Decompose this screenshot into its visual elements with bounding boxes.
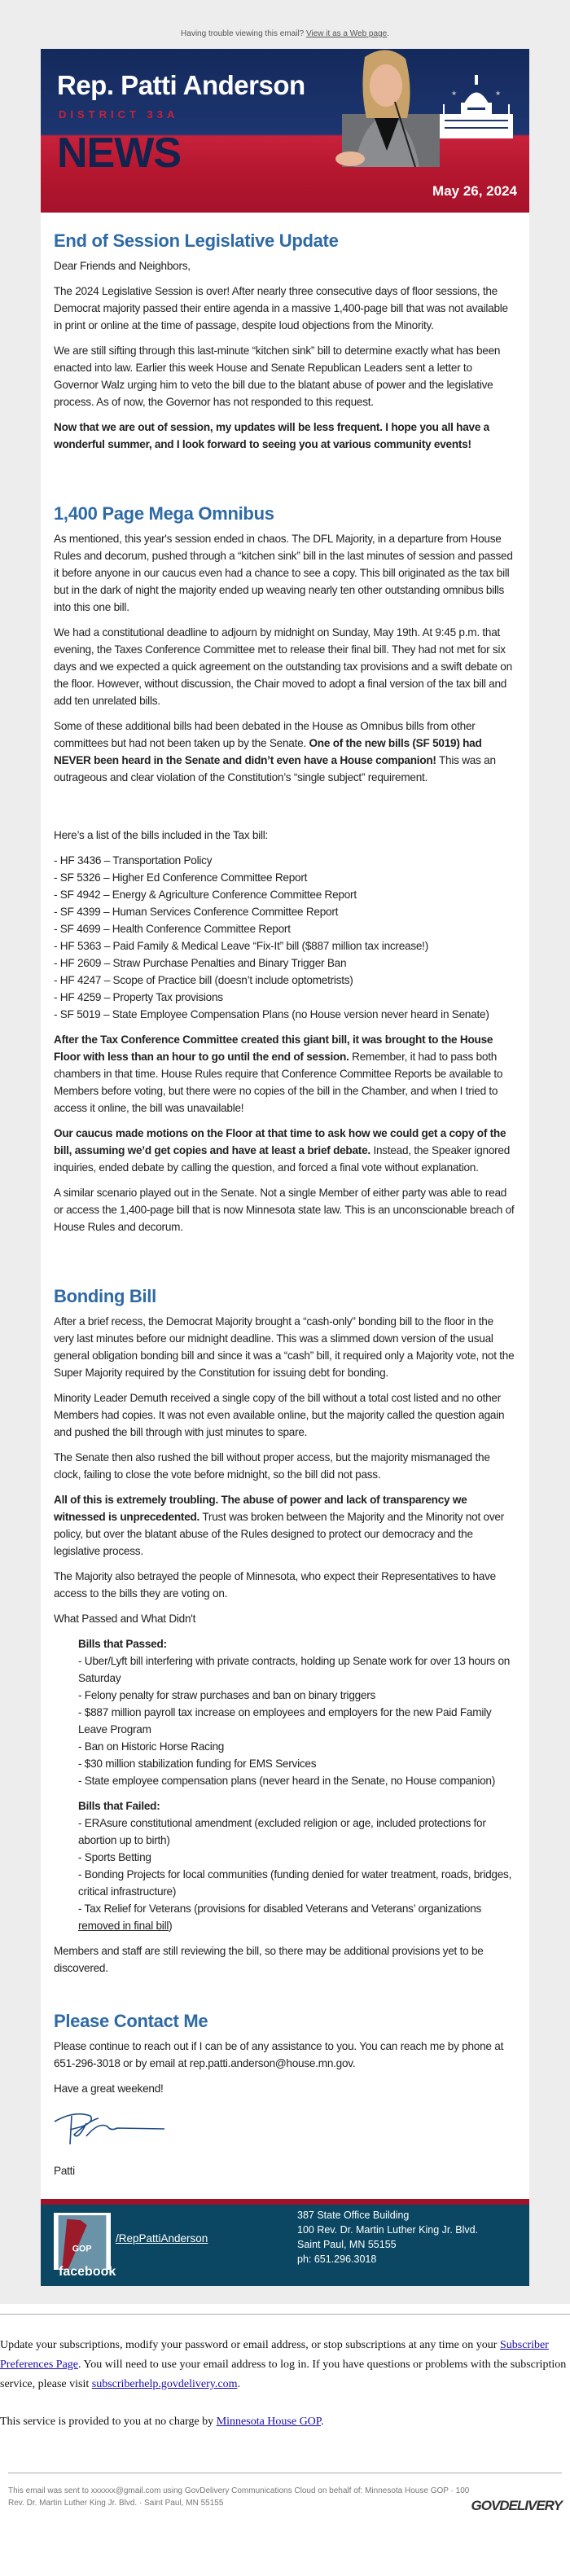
paragraph: We are still sifting through this last-minute “kitchen sink” bill to determine exactly what has been enacted into law. Earlier this week House and Senate Republican Leaders sent a letter to Governor Walz urging him to veto the bill due to the blatant abuse of power and the legislative process. As of now, the Governor has not responded to this request.	[54, 344, 501, 408]
section-title: Bonding Bill	[54, 1286, 156, 1306]
paragraph: Our caucus made motions on the Floor at that time to ask how we could get a copy of the bill, assuming we’d get copies and have at least a brief debate. Instead, the Speaker ignored inquiries, ended debate by calling the question, and forced a final vote without explanation.	[54, 1127, 511, 1174]
bill-list	[54, 852, 516, 1023]
list-item: - Uber/Lyft bill interfering with private contracts, holding up Senate work for over 13 hours on Saturday	[78, 1655, 511, 1684]
svg-text:GOP: GOP	[72, 2244, 92, 2254]
paragraph: The 2024 Legislative Session is over! After nearly three consecutive days of floor sessions, the Democrat majority passed their entire agenda in a massive 1,400-page bill that was not available in print or online at the time of passage, despite loud objections from the Minority.	[54, 285, 508, 331]
list-item: - HF 4259 – Property Tax provisions	[54, 991, 223, 1003]
facebook-label: facebook	[59, 2265, 116, 2279]
list-item: - Ban on Historic Horse Racing	[78, 1740, 225, 1753]
list-item: - HF 2609 – Straw Purchase Penalties and Binary Trigger Ban	[54, 957, 347, 969]
news-label: NEWS	[57, 129, 181, 177]
list-item: - State employee compensation plans (never heard in the Senate, no House companion)	[78, 1775, 495, 1787]
paragraph: What Passed and What Didn't	[54, 1613, 196, 1625]
subscriber-preferences-link[interactable]: Subscriber Preferences Page	[0, 2339, 549, 2371]
capitol-icon	[438, 73, 515, 138]
web-page-link[interactable]: View it as a Web page	[306, 29, 388, 38]
delivery-footer	[8, 2473, 562, 2532]
list-item: - SF 5019 – State Employee Compensation Plans (no House version never heard in Senate)	[54, 1008, 489, 1020]
sent-to-notice: This email was sent to xxxxxx@gmail.com using GovDelivery Communications Cloud on behalf of: Minnesota House GOP · 100 Rev. Dr. Martin Luther King Jr. Blvd. · Saint Paul, MN 55155	[8, 2486, 470, 2508]
list-item: - HF 5363 – Paid Family & Medical Leave “Fix-It” bill ($887 million tax increase!)	[54, 940, 428, 952]
paragraph: Have a great weekend!	[54, 2082, 164, 2095]
paragraph: We had a constitutional deadline to adjourn by midnight on Sunday, May 19th. At 9:45 p.m. that evening, the Taxes Conference Committee met to release their final bill. They had not met for six days and we expected a quick agreement on the outstanding tax provisions and a swift debate on the floor. However, without discussion, the Chair moved to adopt a final version of the tax bill and add ten unrelated bills.	[54, 626, 512, 707]
list-intro: Here’s a list of the bills included in the Tax bill:	[54, 829, 269, 841]
district-label: DISTRICT 33A	[59, 108, 179, 121]
issue-date: May 26, 2024	[432, 183, 517, 199]
paragraph: As mentioned, this year's session ended in chaos. The DFL Majority, in a departure from House Rules and decorum, pushed through a “kitchen sink” bill in the last minutes of session and passed it before anyone in our caucus even had a chance to see a copy. This bill originated as the tax bill but in the dark of night the majority ended up weaving nearly ten other outstanding omnibus bills into this one bill.	[54, 533, 513, 613]
list-item: - $30 million stabilization funding for EMS Services	[78, 1758, 317, 1770]
list-item: - SF 4942 – Energy & Agriculture Conference Committee Report	[54, 889, 357, 901]
list-item: - Bonding Projects for local communities (funding denied for water treatment, roads, bridges, critical infrastructure)	[78, 1868, 512, 1898]
paragraph: Members and staff are still reviewing the bill, so there may be additional provisions yet to be discovered.	[54, 1945, 484, 1974]
paragraph: The Majority also betrayed the people of Minnesota, who expect their Representatives to have access to the bills they are voting on.	[54, 1570, 496, 1600]
failed-bills: Bills that Failed: - ERAsure constitutional amendment (excluded religion or age, included protections for abortion up to birth) - Sports Betting - Bonding Projects for local communities (funding denied for water treatment, roads, bridges, critical infrastructure) - Tax Relief for Veterans (provisions for disabled Veterans and Veterans’ organizations removed in final bill)	[54, 1797, 516, 1934]
passed-bills: Bills that Passed: - Uber/Lyft bill interfering with private contracts, holding up Senate work for over 13 hours on Saturday - Felony penalty for straw purchases and ban on binary triggers - $887 million payroll tax increase on employees and employers for the new Paid Family Leave Program - Ban on Historic Horse Racing - $30 million stabilization funding for EMS Services - State employee compensation plans (never heard in the Senate, no House companion)	[54, 1635, 516, 1789]
paragraph: Minority Leader Demuth received a single copy of the bill without a total cost listed and no other Members had copies. It was not even available online, but the majority called the question again and pushed the bill through with just minutes to spare.	[54, 1392, 505, 1438]
list-item: - Felony penalty for straw purchases and ban on binary triggers	[78, 1689, 376, 1701]
subscription-notice: Update your subscriptions, modify your password or email address, or stop subscriptions at any time on your Subscriber Preferences Page. You will need to use your email address to log in. If you have questions or problems with the subscription service, please visit subscriberhelp.govdelivery.com. This service is provided to you at no charge by Minnesota House GOP. This email was sent to xxxxxx@gmail.com using GovDelivery Communications Cloud on behalf of: Minnesota House GOP · 100 Rev. Dr. Martin Luther King Jr. Blvd. · Saint Paul, MN 55155 GOVDELIVERY	[0, 2314, 570, 2532]
greeting: Dear Friends and Neighbors,	[54, 260, 191, 272]
paragraph: The Senate then also rushed the bill without proper access, but the majority mismanaged the clock, failing to close the vote before midnight, so the bill did not pass.	[54, 1451, 490, 1481]
svg-text:★: ★	[451, 90, 458, 97]
section-title: End of Session Legislative Update	[54, 230, 339, 251]
paragraph: After a brief recess, the Democrat Majority brought a “cash-only” bonding bill to the floor in the very last minutes before our midnight deadline. This was a slimmed down version of the usual general obligation bonding bill and since it was a “cash” bill, it required only a Majority vote, not the Super Majority required by the Constitution for issuing debt for bonding.	[54, 1315, 515, 1379]
contact-footer	[41, 2205, 529, 2270]
svg-text:★: ★	[495, 90, 502, 97]
office-address: 387 State Office Building 100 Rev. Dr. Martin Luther King Jr. Blvd. Saint Paul, MN 55155 ph: 651.296.3018	[297, 2210, 479, 2265]
footer-stripe	[41, 2199, 529, 2205]
paragraph: After the Tax Conference Committee created this giant bill, it was brought to the House Floor with less than an hour to go until the end of session. Remember, it had to pass both chambers in that time. House Rules require that Conference Committee Reports be available to Members before voting, but there were no copies of the bill in the Chamber, and when I tried to access it online, the bill was unavailable!	[54, 1033, 503, 1114]
section-title: 1,400 Page Mega Omnibus	[54, 503, 274, 524]
list-item: - ERAsure constitutional amendment (excluded religion or age, included protections for abortion up to birth)	[78, 1817, 486, 1846]
list-item: - HF 3436 – Transportation Policy	[54, 854, 213, 867]
list-item: - SF 5326 – Higher Ed Conference Committee Report	[54, 871, 308, 884]
facebook-page-link[interactable]: /RepPattiAnderson	[116, 2232, 208, 2245]
govdelivery-logo: GOVDELIVERY	[471, 2498, 562, 2513]
mnhouse-gop-logo[interactable]	[54, 2213, 111, 2273]
representative-photo	[318, 49, 456, 167]
list-item: - SF 4399 – Human Services Conference Committee Report	[54, 906, 339, 918]
signoff-name: Patti	[54, 2165, 75, 2177]
list-item: - SF 4699 – Health Conference Committee Report	[54, 923, 291, 935]
paragraph: A similar scenario played out in the Senate. Not a single Member of either party was able to read or access the 1,400-page bill that is now Minnesota state law. This is an unconscionable breach of House Rules and decorum.	[54, 1187, 515, 1233]
email-body	[41, 49, 529, 2286]
subscriber-help-link[interactable]: subscriberhelp.govdelivery.com	[91, 2378, 238, 2390]
section-title: Please Contact Me	[54, 2011, 208, 2031]
newsletter-banner	[41, 49, 529, 213]
signature-image	[54, 2112, 168, 2146]
list-item: - Tax Relief for Veterans (provisions for disabled Veterans and Veterans’ organizations removed in final bill)	[78, 1902, 482, 1932]
newsletter-content	[41, 213, 529, 2199]
web-view-note: Having trouble viewing this email? View it as a Web page.	[181, 29, 389, 38]
paragraph: Please continue to reach out if I can be of any assistance to you. You can reach me by phone at 651-296-3018 or by email at rep.patti.anderson@house.mn.gov.	[54, 2040, 504, 2069]
minnesota-house-gop-link[interactable]: Minnesota House GOP	[216, 2416, 322, 2428]
paragraph: Now that we are out of session, my updates will be less frequent. I hope you all have a wonderful summer, and I look forward to seeing you at various community events!	[54, 421, 489, 450]
paragraph: All of this is extremely troubling. The abuse of power and lack of transparency we witnessed is unprecedented. Trust was broken between the Majority and the Minority not over policy, but over the blatant abuse of the Rules designed to protect our democracy and the legislative process.	[54, 1494, 504, 1557]
paragraph: Some of these additional bills had been debated in the House as Omnibus bills from other committees but had not been taken up by the Senate. One of the new bills (SF 5019) had NEVER been heard in the Senate and didn’t even have a House companion! This was an outrageous and clear violation of the Constitution’s “single subject” requirement.	[54, 720, 496, 783]
list-item: - HF 4247 – Scope of Practice bill (doesn’t include optometrists)	[54, 974, 353, 986]
list-item: - $887 million payroll tax increase on employees and employers for the new Paid Family Leave Program	[78, 1706, 492, 1736]
rep-name: Rep. Patti Anderson	[57, 70, 305, 100]
list-item: - Sports Betting	[78, 1851, 151, 1863]
